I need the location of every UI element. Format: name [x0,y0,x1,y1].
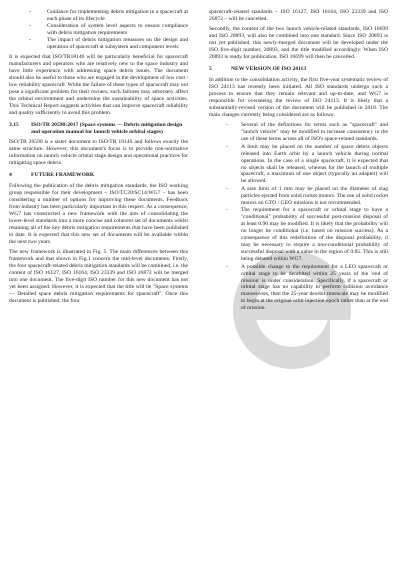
guidance-list [9,9,188,51]
left-column [9,9,188,308]
list-item [209,207,388,263]
list-item [209,186,388,207]
section-number: 5 [209,66,212,73]
section-title: FUTURE FRAMEWORK [31,172,95,179]
list-item-text: A possible change to the requirement for a LEO spacecraft or orbital stage to be deorbited within 25 years of the 'end of mission' is under consideration. Specifically, if a spacecraft or orbital stage has no capability to perform collision avoidance manoeuvres, then the 25-year deorbit timescale may be modified to begin at the original orbit injection epoch rather than at the end of mission. [241,263,388,312]
list-dash: - [226,122,228,129]
section-title: ISO/TR 20590:2017 (Space systems — Debris mitigation design and operation manual for launch vehicle orbital stages) [31,121,183,135]
list-dash: - [29,9,31,15]
list-dash: - [226,263,228,270]
list-dash: - [226,185,228,192]
section-heading-4 [9,172,188,179]
section-heading-3-15 [9,122,188,136]
list-dash: - [226,207,228,214]
list-item-text: The requirement for a spacecraft or orbital stage to have a "conditional" probability of successful post-mission disposal of at least 0.90 may be modified. It is likely that the probability will no longer be conditional (i.e. based on mission success). As a consequence of this redefinition of the disposal probability, it may be necessary to require a non-conditional probability of successful disposal with a value in the region of 0.85. This is still being debated within WG7. [241,207,388,263]
list-item-text: Consideration of system level aspects to ensure compliance with debris mitigation requirements [47,22,188,36]
watermark-cutout [330,320,390,358]
list-item [9,9,188,23]
paragraph: In addition to the consolidation activity, the first five-year systematic review of ISO 24113 has recently been initiated. All ISO standards undergo such a process to ensure that they remain relevant and up-to-date, and WG7 is responsible for overseeing the review of ISO 24113. It is likely that a substantially-revised version of the document will be published in 2018. The main changes currently being considered are as follows: [209,76,388,118]
list-dash: - [29,36,31,43]
list-item [209,264,388,313]
paragraph: Following the publication of the debris mitigation standards, the ISO working group responsible for their development – ISO/TC20/SC14/WG7 – has been considering a number of options for improving these documents. Feedback from industry has been particularly important in this respect. As a consequence, WG7 has constructed a new framework with the aim of consolidating the lower-level standards into a more concise and coherent set of documents whilst retaining all of the key debris mitigation requirements that have been published to date. It is expected that this new set of documents will be available within the next two years. [9,183,188,245]
paragraph: It is expected that ISO/TR18146 will be particularly beneficial for spacecraft manufacturers and operators who are relatively new to the space industry and have little experience with addressing space debris issues. The document should also be useful to those who are engaged in the development of low cost / low reliability spacecraft. While the failure of these types of spacecraft may not pose a significant problem for their owners, such failures may adversely affect the orbital environment and undermine the sustainability of space activities. This Technical Report suggests activities that can improve spacecraft reliability and quality sufficiently to avoid this problem. [9,54,188,116]
section-title: NEW VERSION OF ISO 24113 [231,66,307,73]
list-item-text: Guidance for implementing debris mitigation in a spacecraft at each phase of its lifecycle [47,9,188,22]
list-item-text: A size limit of 1 mm may be placed on the diameter of slag particles ejected from solid rocket motors. The use of solid rocket motors on GTO / GEO missions is not recommended. [241,185,388,206]
list-item-text: The impact of debris mitigation measures on the design and operation of spacecraft at subsystem and component levels [47,36,188,50]
list-dash: - [226,143,228,150]
section-heading-5 [209,66,388,73]
list-item [209,122,388,143]
paragraph: Secondly, the content of the two launch vehicle-related standards, ISO 16699 and ISO 20893, will also be combined into one standard. Since ISO 20893 is not yet published, this newly-merged document will be developed under the ISO five-digit number, 20893, and the title modified accordingly. When ISO 20893 is ready for publication, ISO 16699 will then be cancelled. [209,26,388,61]
paragraph: ISO/TR 20590 is a sister document to ISO/TR 18146 and follows exactly the same structure. However, this document's focus is to provide non-normative information on launch vehicle orbital stage design and operational practices for mitigating space debris. [9,139,188,167]
list-item-text: Several of the definitions for terms such as "spacecraft" and "launch vehicle" may be modified to increase consistency in the use of these terms across all of ISO's space-related standards. [241,122,388,143]
changes-list [209,122,388,312]
section-number: 4 [9,172,12,179]
right-column [209,9,388,316]
list-item [209,144,388,186]
list-dash: - [29,22,31,29]
list-item [9,23,188,37]
paragraph: spacecraft-related standards – ISO 16127, ISO 16164, ISO 23339 and ISO 26872 – will be cancelled. [209,9,388,22]
list-item [9,37,188,51]
paragraph: The new framework is illustrated in Fig. 5. The main differences between this framework and that shown in Fig.1 concern the mid-level documents. Firstly, the four spacecraft-related debris mitigation standards will be combined, i.e. the content of ISO 16127, ISO 16164, ISO 23339 and ISO 26872 will be merged into one document. The five-digit ISO number for this new document has not yet been assigned. However, it is expected that the title will be "Space systems — Detailed space debris mitigation requirements for spacecraft". Once this document is published, the four [9,249,188,304]
section-number: 3.15 [9,121,19,128]
list-item-text: A limit may be placed on the number of space debris objects released into Earth orbit by a launch vehicle during normal operations. In the case of a single spacecraft, it is expected that no objects shall be released, whereas for the launch of multiple spacecraft, a maximum of one object (typically an adapter) will be allowed. [241,143,388,185]
